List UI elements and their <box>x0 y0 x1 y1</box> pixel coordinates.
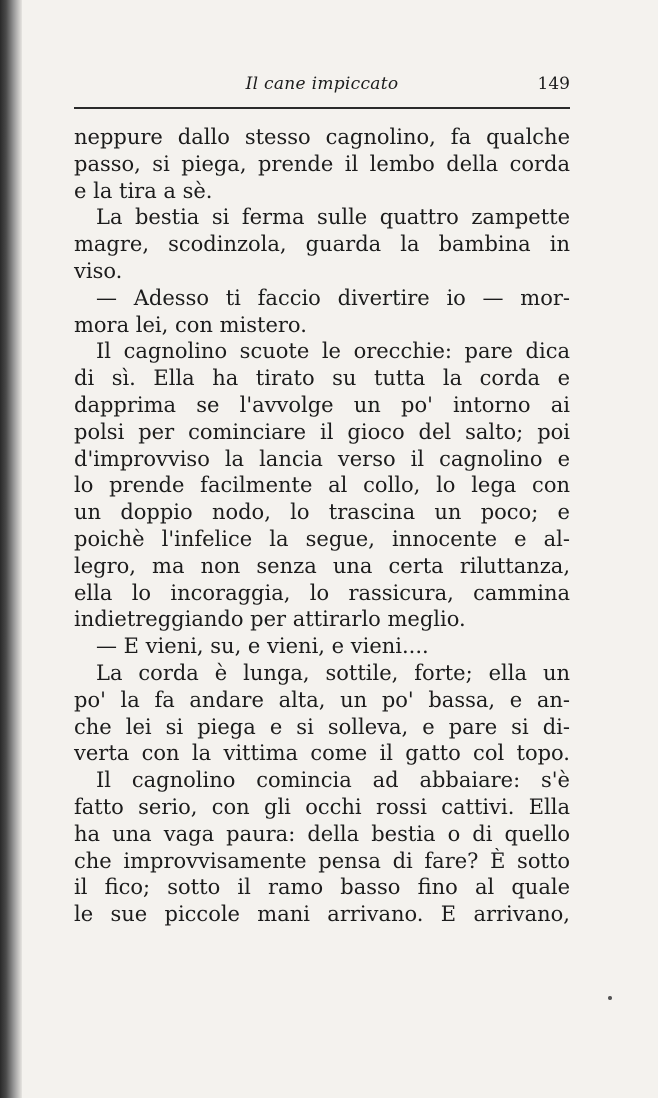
text-line: che improvvisamente pensa di fare? È sotto <box>74 848 570 873</box>
book-spine-shadow <box>0 0 22 1098</box>
text-line: verta con la vittima come il gatto col topo. <box>74 741 570 766</box>
running-title: Il cane impiccato <box>245 74 399 94</box>
text-line: passo, si piega, prende il lembo della corda <box>74 151 570 176</box>
header-rule <box>74 107 570 109</box>
text-line: polsi per cominciare il gioco del salto; poi <box>74 419 570 444</box>
text-line: che lei si piega e si solleva, e pare si di- <box>74 714 570 739</box>
body-text <box>74 124 570 928</box>
page-number: 149 <box>537 74 570 94</box>
text-line: fatto serio, con gli occhi rossi cattivi. Ella <box>74 794 570 819</box>
text-line: indietreggiando per attirarlo meglio. <box>74 607 466 632</box>
text-line: La corda è lunga, sottile, forte; ella un <box>96 660 570 685</box>
text-line: di sì. Ella ha tirato su tutta la corda e <box>74 366 570 391</box>
text-line: Il cagnolino scuote le orecchie: pare dica <box>96 339 570 364</box>
text-line: — E vieni, su, e vieni, e vieni.... <box>96 634 429 659</box>
text-line: po' la fa andare alta, un po' bassa, e an- <box>74 687 570 712</box>
text-line: il fico; sotto il ramo basso fino al quale <box>74 875 570 900</box>
text-line: ella lo incoraggia, lo rassicura, cammina <box>74 580 570 605</box>
text-line: magre, scodinzola, guarda la bambina in <box>74 232 570 257</box>
text-line: un doppio nodo, lo trascina un poco; e <box>74 500 570 525</box>
text-line: ha una vaga paura: della bestia o di quello <box>74 821 570 846</box>
text-line: La bestia si ferma sulle quattro zampette <box>96 205 570 230</box>
text-line: viso. <box>74 258 123 283</box>
text-line: mora lei, con mistero. <box>74 312 307 337</box>
text-line: neppure dallo stesso cagnolino, fa qualche <box>74 125 570 149</box>
page-header <box>74 72 570 102</box>
text-line: Il cagnolino comincia ad abbaiare: s'è <box>96 768 570 793</box>
text-line: lo prende facilmente al collo, lo lega con <box>74 473 570 498</box>
text-line: e la tira a sè. <box>74 178 213 203</box>
text-line: dapprima se l'avvolge un po' intorno ai <box>74 392 570 417</box>
text-line: legro, ma non senza una certa riluttanza, <box>74 553 570 578</box>
text-line: d'improvviso la lancia verso il cagnolino e <box>74 446 570 471</box>
text-line: — Adesso ti faccio divertire io — mor- <box>96 285 570 310</box>
text-line: le sue piccole mani arrivano. E arrivano, <box>74 902 570 927</box>
text-line: poichè l'infelice la segue, innocente e al- <box>74 526 570 551</box>
paper-speck <box>608 996 612 1000</box>
